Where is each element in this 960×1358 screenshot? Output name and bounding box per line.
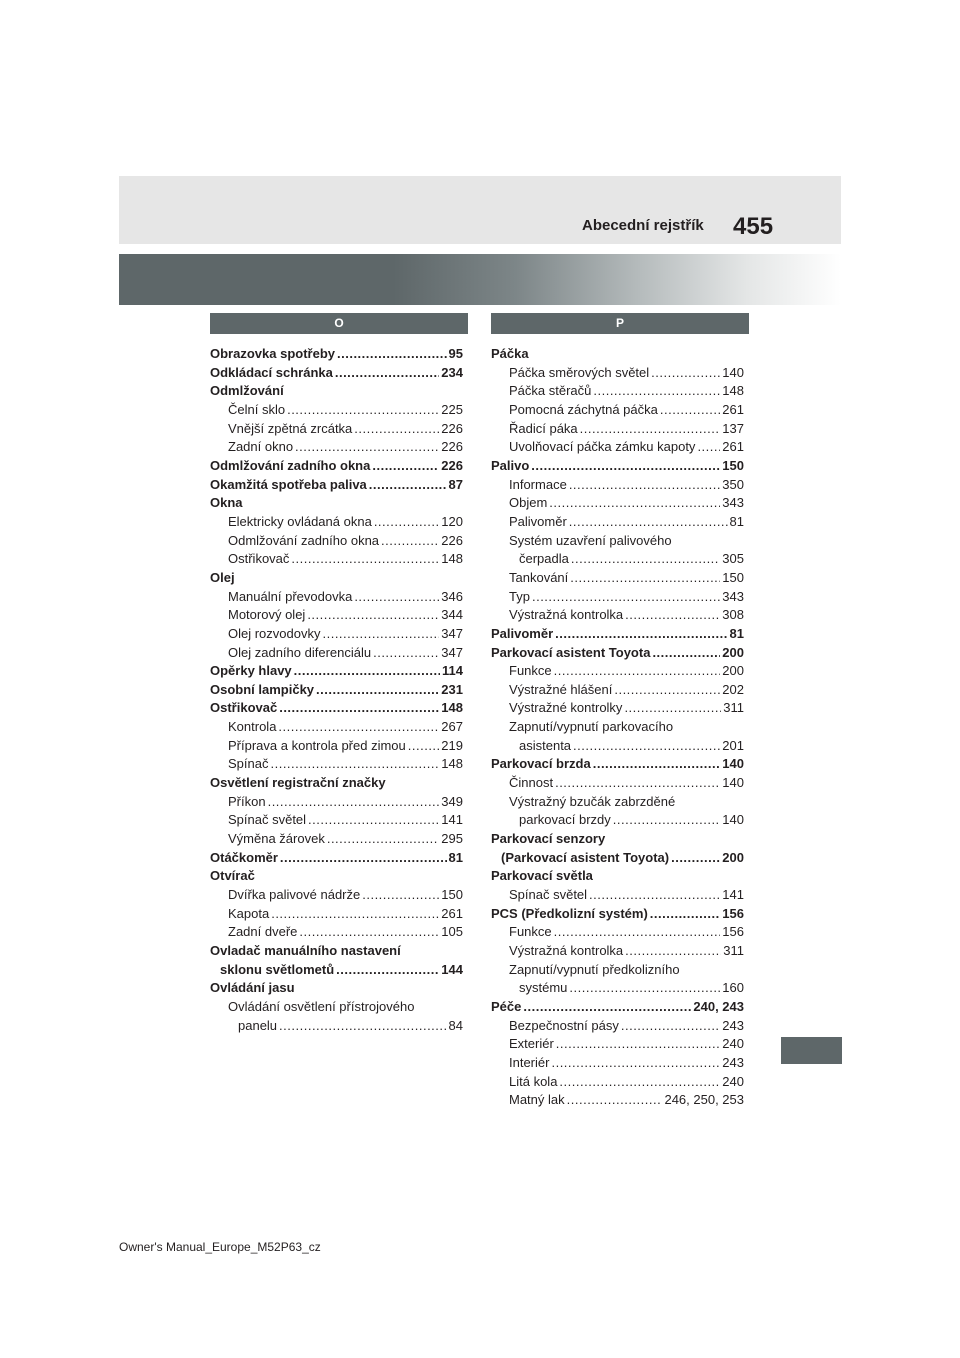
index-term: Dvířka palivové nádrže xyxy=(228,887,361,903)
dot-leader xyxy=(523,998,691,1017)
page-reference: 95 xyxy=(448,346,463,361)
index-entry xyxy=(491,1054,744,1073)
decorative-gradient-band xyxy=(119,254,841,305)
index-entry xyxy=(210,625,463,644)
page-reference: 243 xyxy=(722,1017,744,1033)
index-entry xyxy=(210,774,463,793)
dot-leader xyxy=(570,569,720,588)
index-entry xyxy=(491,625,744,644)
index-entry xyxy=(210,382,463,401)
index-entry xyxy=(491,1091,744,1110)
index-term: Obrazovka spotřeby xyxy=(210,346,335,361)
index-entry xyxy=(491,849,744,868)
page-reference: 240 xyxy=(722,1036,744,1052)
dot-leader xyxy=(624,699,721,718)
index-entry xyxy=(210,849,463,868)
index-term: Ovladač manuálního nastavení xyxy=(210,943,401,958)
index-term: Řadicí páka xyxy=(509,420,578,436)
index-entry xyxy=(491,1017,744,1036)
index-term: Palivoměr xyxy=(491,625,554,641)
dot-leader xyxy=(549,494,720,513)
page-reference: 295 xyxy=(441,831,463,847)
index-entry xyxy=(210,401,463,420)
page-reference: 141 xyxy=(722,887,744,903)
index-entry xyxy=(210,494,463,513)
dot-leader xyxy=(671,849,720,868)
index-entry xyxy=(210,961,463,980)
dot-leader xyxy=(327,830,439,849)
page-reference: 81 xyxy=(729,625,744,641)
page-reference: 343 xyxy=(722,495,744,511)
page-reference: 144 xyxy=(441,961,463,977)
dot-leader xyxy=(625,942,721,961)
index-entry xyxy=(210,867,463,886)
page-reference: 311 xyxy=(723,943,744,958)
index-term: Páčka stěračů xyxy=(509,383,592,399)
index-term: Osvětlení registrační značky xyxy=(210,775,386,791)
dot-leader xyxy=(613,811,721,830)
index-term: Vnější zpětná zrcátka xyxy=(228,420,353,436)
page-reference: 150 xyxy=(441,887,463,903)
index-term: Parkovací asistent Toyota xyxy=(491,644,651,660)
page-reference: 148 xyxy=(441,756,463,772)
dot-leader xyxy=(625,606,720,625)
dot-leader xyxy=(335,364,439,383)
index-term: Zapnutí/vypnutí parkovacího xyxy=(509,719,674,735)
index-entry xyxy=(210,476,463,495)
index-term: Informace xyxy=(509,476,567,492)
index-term: parkovací brzdy xyxy=(519,812,611,828)
index-term: panelu xyxy=(238,1017,278,1033)
index-entry xyxy=(491,699,744,718)
index-entry xyxy=(210,886,463,905)
dot-leader xyxy=(295,438,439,457)
dot-leader xyxy=(589,886,720,905)
index-entry xyxy=(491,644,744,663)
index-entry xyxy=(491,420,744,439)
index-entry xyxy=(491,867,744,886)
index-term: Příprava a kontrola před zimou xyxy=(228,737,406,753)
page-reference: 120 xyxy=(441,513,463,529)
dot-leader xyxy=(287,401,439,420)
dot-leader xyxy=(280,849,447,868)
dot-leader xyxy=(316,681,439,700)
dot-leader xyxy=(279,699,439,718)
index-term: čerpadla xyxy=(519,551,569,567)
index-entry xyxy=(491,942,744,961)
dot-leader xyxy=(621,1017,720,1036)
letter-header-p: P xyxy=(491,313,749,334)
index-entry xyxy=(210,457,463,476)
page-reference: 105 xyxy=(441,924,463,940)
index-entry xyxy=(210,755,463,774)
index-entry xyxy=(210,942,463,961)
index-term: Ovládání osvětlení přístrojového xyxy=(228,998,415,1014)
dot-leader xyxy=(651,364,720,383)
page-reference: 246, 250, 253 xyxy=(664,1092,744,1108)
page-reference: 225 xyxy=(441,401,463,417)
dot-leader xyxy=(322,625,439,644)
index-entry xyxy=(210,345,463,364)
page-reference: 150 xyxy=(722,569,744,585)
page-reference: 343 xyxy=(722,588,744,604)
index-entry xyxy=(491,905,744,924)
page-reference: 137 xyxy=(722,420,744,436)
index-term: Otáčkoměr xyxy=(210,849,278,865)
index-entry xyxy=(491,774,744,793)
section-title: Abecední rejstřík xyxy=(582,217,704,234)
page-reference: 160 xyxy=(722,980,744,996)
page-reference: 84 xyxy=(448,1017,463,1033)
page-reference: 234 xyxy=(441,364,463,380)
index-entry xyxy=(491,438,744,457)
page-reference: 140 xyxy=(722,812,744,828)
index-term: Spínač xyxy=(228,756,269,772)
page-reference: 305 xyxy=(722,551,744,567)
page-number: 455 xyxy=(733,213,774,240)
index-term: Otvírač xyxy=(210,868,255,884)
index-entry xyxy=(491,606,744,625)
index-entry xyxy=(210,438,463,457)
dot-leader xyxy=(291,550,439,569)
page-reference: 200 xyxy=(722,644,744,660)
index-term: Čelní sklo xyxy=(228,401,286,417)
dot-leader xyxy=(270,755,439,774)
index-term: Páčka směrových světel xyxy=(509,364,650,380)
page-reference: 243 xyxy=(722,1054,744,1070)
page-reference: 148 xyxy=(441,700,463,716)
dot-leader xyxy=(294,662,440,681)
dot-leader xyxy=(571,550,720,569)
page-reference: 240, 243 xyxy=(693,998,744,1014)
page-reference: 261 xyxy=(722,439,744,455)
index-entry xyxy=(491,718,744,737)
index-term: Páčka xyxy=(491,346,529,361)
index-entry xyxy=(210,513,463,532)
page-reference: 148 xyxy=(441,551,463,567)
index-term: Palivo xyxy=(491,457,530,473)
page-reference: 140 xyxy=(722,364,744,380)
page-reference: 148 xyxy=(722,383,744,399)
index-entry xyxy=(210,737,463,756)
index-term: Výstražné kontrolky xyxy=(509,700,623,716)
index-entry xyxy=(491,998,744,1017)
dot-leader xyxy=(408,737,440,756)
page-reference: 231 xyxy=(441,681,463,697)
index-entry xyxy=(210,793,463,812)
index-entry xyxy=(491,961,744,980)
index-entry xyxy=(491,476,744,495)
index-term: Zadní dveře xyxy=(228,924,298,940)
index-entry xyxy=(491,979,744,998)
index-entry xyxy=(491,382,744,401)
index-entry xyxy=(210,532,463,551)
index-entry xyxy=(210,550,463,569)
dot-leader xyxy=(372,457,439,476)
index-term: Uvolňovací páčka zámku kapoty xyxy=(509,439,696,455)
index-term: Funkce xyxy=(509,924,552,940)
dot-leader xyxy=(362,886,439,905)
index-entry xyxy=(210,905,463,924)
dot-leader xyxy=(354,588,439,607)
index-entry xyxy=(210,420,463,439)
index-term: Funkce xyxy=(509,663,552,679)
index-term: Pomocná záchytná páčka xyxy=(509,401,658,417)
index-entry xyxy=(210,681,463,700)
index-term: Parkovací světla xyxy=(491,868,593,884)
dot-leader xyxy=(381,532,439,551)
index-entry xyxy=(491,532,744,551)
index-term: systému xyxy=(519,980,568,996)
page-reference: 81 xyxy=(729,513,744,529)
page-reference: 226 xyxy=(441,420,463,436)
index-entry xyxy=(210,644,463,663)
index-term: Osobní lampičky xyxy=(210,681,315,697)
index-term: Odmlžování zadního okna xyxy=(210,457,371,473)
index-entry xyxy=(491,364,744,383)
index-column-o xyxy=(210,345,463,1035)
dot-leader xyxy=(369,476,447,495)
index-term: Výměna žárovek xyxy=(228,831,325,847)
page-reference: 267 xyxy=(441,719,463,735)
index-term: Objem xyxy=(509,495,548,511)
index-entry xyxy=(210,364,463,383)
index-term: Odmlžování zadního okna xyxy=(228,532,380,548)
index-entry xyxy=(210,1017,463,1036)
index-entry xyxy=(491,550,744,569)
index-term: Spínač světel xyxy=(228,812,307,828)
dot-leader xyxy=(697,438,720,457)
dot-leader xyxy=(593,382,720,401)
dot-leader xyxy=(354,420,439,439)
index-term: Příkon xyxy=(228,793,266,809)
index-term: Elektricky ovládaná okna xyxy=(228,513,372,529)
index-entry xyxy=(210,606,463,625)
letter-header-o: O xyxy=(210,313,468,334)
index-entry xyxy=(491,755,744,774)
dot-leader xyxy=(554,662,721,681)
dot-leader xyxy=(569,513,728,532)
index-entry xyxy=(491,1035,744,1054)
dot-leader xyxy=(308,811,439,830)
dot-leader xyxy=(336,961,439,980)
dot-leader xyxy=(573,737,720,756)
index-term: Olej xyxy=(210,569,235,585)
index-entry xyxy=(491,569,744,588)
dot-leader xyxy=(650,905,721,924)
dot-leader xyxy=(299,923,439,942)
page-reference: 261 xyxy=(441,905,463,921)
page-reference: 150 xyxy=(722,457,744,473)
index-entry xyxy=(210,569,463,588)
index-term: Opěrky hlavy xyxy=(210,663,292,679)
dot-leader xyxy=(593,755,721,774)
page-reference: 140 xyxy=(722,756,744,772)
page-reference: 344 xyxy=(441,607,463,623)
dot-leader xyxy=(271,905,439,924)
index-term: asistenta xyxy=(519,737,572,753)
dot-leader xyxy=(567,1091,663,1110)
dot-leader xyxy=(373,644,439,663)
index-term: Palivoměr xyxy=(509,513,567,529)
dot-leader xyxy=(652,644,720,663)
index-entry xyxy=(210,699,463,718)
index-term: Ostřikovač xyxy=(228,551,290,567)
page-reference: 240 xyxy=(722,1073,744,1089)
index-entry xyxy=(491,1073,744,1092)
index-entry xyxy=(491,923,744,942)
index-term: Tankování xyxy=(509,569,569,585)
page-reference: 226 xyxy=(441,457,463,473)
dot-leader xyxy=(279,1017,446,1036)
index-term: Systém uzavření palivového xyxy=(509,532,672,548)
dot-leader xyxy=(531,457,720,476)
index-entry xyxy=(491,681,744,700)
index-term: Výstražné hlášení xyxy=(509,681,613,697)
page-reference: 87 xyxy=(448,476,463,492)
index-term: Výstražný bzučák zabrzděné xyxy=(509,793,676,809)
index-term: Spínač světel xyxy=(509,887,588,903)
index-entry xyxy=(491,830,744,849)
index-term: (Parkovací asistent Toyota) xyxy=(501,849,670,865)
dot-leader xyxy=(307,606,439,625)
dot-leader xyxy=(278,718,439,737)
index-term: Typ xyxy=(509,588,530,604)
index-entry xyxy=(491,588,744,607)
index-term: Zapnutí/vypnutí předkolizního xyxy=(509,961,680,977)
index-entry xyxy=(210,811,463,830)
index-term: PCS (Předkolizní systém) xyxy=(491,905,648,921)
page-reference: 347 xyxy=(441,644,463,660)
dot-leader xyxy=(569,476,720,495)
page-reference: 349 xyxy=(441,793,463,809)
index-term: Zadní okno xyxy=(228,439,294,455)
index-term: Litá kola xyxy=(509,1073,558,1089)
page-reference: 200 xyxy=(722,663,744,679)
index-term: Odkládací schránka xyxy=(210,364,333,380)
page-reference: 226 xyxy=(441,532,463,548)
index-term: Činnost xyxy=(509,775,554,791)
index-term: Parkovací brzda xyxy=(491,756,591,772)
index-entry xyxy=(210,830,463,849)
index-entry xyxy=(491,737,744,756)
index-entry xyxy=(491,494,744,513)
dot-leader xyxy=(374,513,439,532)
index-term: Okamžitá spotřeba paliva xyxy=(210,476,367,492)
index-term: Ostřikovač xyxy=(210,700,278,716)
page-reference: 308 xyxy=(722,607,744,623)
page-reference: 346 xyxy=(441,588,463,604)
dot-leader xyxy=(614,681,720,700)
index-entry xyxy=(491,457,744,476)
index-term: Výstražná kontrolka xyxy=(509,943,624,958)
dot-leader xyxy=(532,588,720,607)
index-entry xyxy=(491,811,744,830)
dot-leader xyxy=(554,923,721,942)
dot-leader xyxy=(556,1035,721,1054)
index-term: Kontrola xyxy=(228,719,277,735)
index-term: Matný lak xyxy=(509,1092,565,1108)
index-entry xyxy=(491,662,744,681)
page-reference: 201 xyxy=(722,737,744,753)
dot-leader xyxy=(559,1073,720,1092)
index-term: Odmlžování xyxy=(210,383,284,399)
index-entry xyxy=(491,345,744,364)
index-entry xyxy=(210,588,463,607)
page-reference: 347 xyxy=(441,625,463,641)
index-term: Parkovací senzory xyxy=(491,831,606,847)
index-term: Ovládání jasu xyxy=(210,980,295,996)
page-reference: 202 xyxy=(722,681,744,697)
index-term: Motorový olej xyxy=(228,607,306,623)
page-reference: 311 xyxy=(723,700,744,716)
index-term: Bezpečnostní pásy xyxy=(509,1017,619,1033)
index-term: Exteriér xyxy=(509,1036,554,1052)
index-term: sklonu světlometů xyxy=(220,961,335,977)
index-entry xyxy=(210,979,463,998)
dot-leader xyxy=(569,979,720,998)
index-entry xyxy=(210,998,463,1017)
page-reference: 141 xyxy=(441,812,463,828)
index-entry xyxy=(491,401,744,420)
dot-leader xyxy=(580,420,721,439)
index-entry xyxy=(210,662,463,681)
index-entry xyxy=(210,923,463,942)
dot-leader xyxy=(551,1054,720,1073)
index-term: Péče xyxy=(491,998,522,1014)
dot-leader xyxy=(660,401,720,420)
index-term: Manuální převodovka xyxy=(228,588,353,604)
dot-leader xyxy=(337,345,447,364)
index-entry xyxy=(210,718,463,737)
index-term: Olej rozvodovky xyxy=(228,625,321,641)
dot-leader xyxy=(555,625,727,644)
page-reference: 156 xyxy=(722,905,744,921)
page-reference: 226 xyxy=(441,439,463,455)
index-term: Výstražná kontrolka xyxy=(509,607,624,623)
page-reference: 350 xyxy=(722,476,744,492)
chapter-tab xyxy=(781,1037,842,1064)
index-term: Olej zadního diferenciálu xyxy=(228,644,372,660)
dot-leader xyxy=(268,793,440,812)
page-reference: 261 xyxy=(722,401,744,417)
page-reference: 140 xyxy=(722,775,744,791)
page-reference: 219 xyxy=(441,737,463,753)
page-reference: 114 xyxy=(442,663,463,679)
page-reference: 200 xyxy=(722,849,744,865)
page-reference: 81 xyxy=(448,849,463,865)
index-term: Okna xyxy=(210,495,243,511)
dot-leader xyxy=(555,774,720,793)
index-entry xyxy=(491,793,744,812)
index-entry xyxy=(491,513,744,532)
footer-text: Owner's Manual_Europe_M52P63_cz xyxy=(119,1240,321,1254)
page-reference: 156 xyxy=(722,924,744,940)
index-entry xyxy=(491,886,744,905)
index-column-p xyxy=(491,345,744,1110)
index-term: Kapota xyxy=(228,905,270,921)
index-term: Interiér xyxy=(509,1054,550,1070)
